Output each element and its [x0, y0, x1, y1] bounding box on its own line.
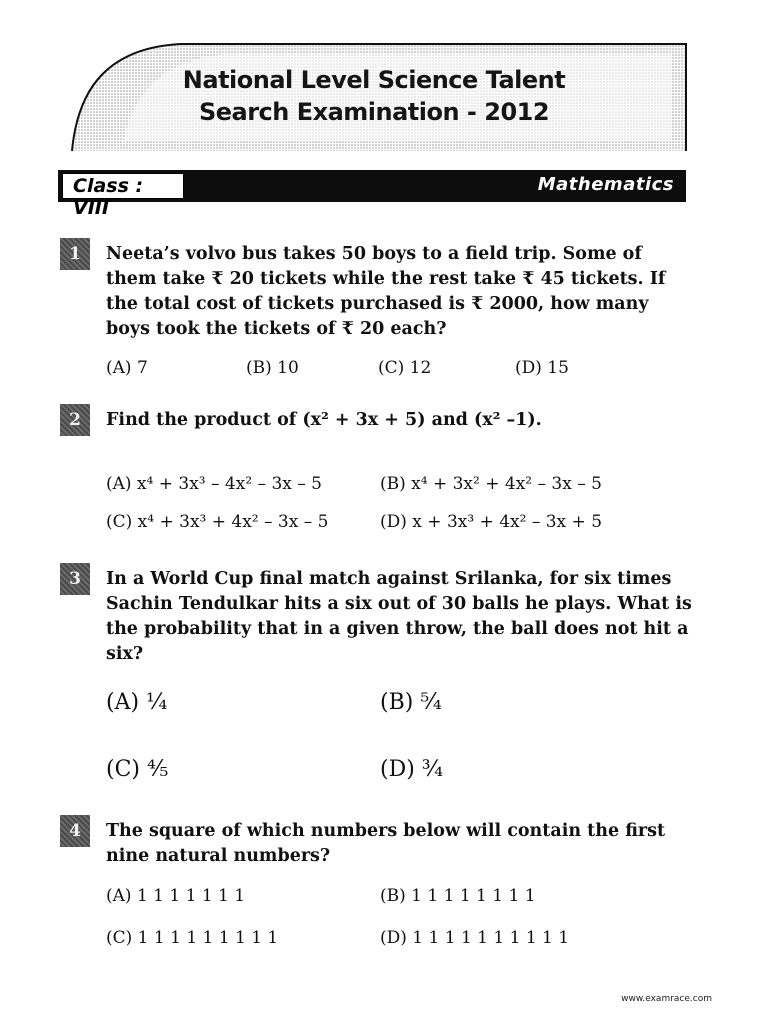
option-a[interactable]: (A) 1 1 1 1 1 1 1: [106, 886, 246, 906]
footer-watermark: www.examrace.com: [621, 994, 712, 1004]
option-c[interactable]: (C) x⁴ + 3x³ + 4x² – 3x – 5: [106, 512, 329, 532]
option-a[interactable]: (A) ¼: [106, 690, 168, 715]
banner-frame: [60, 36, 688, 158]
exam-title-line2: Search Examination - 2012: [198, 98, 550, 126]
option-d[interactable]: (D) 1 1 1 1 1 1 1 1 1 1: [380, 928, 570, 948]
option-c[interactable]: (C) 1 1 1 1 1 1 1 1 1: [106, 928, 279, 948]
option-c[interactable]: (C) ⁴⁄₅: [106, 757, 169, 782]
question-text: The square of which numbers below will contain the first nine natural numbers?: [106, 821, 666, 866]
option-d[interactable]: (D) 15: [515, 358, 569, 378]
class-box: [62, 173, 184, 219]
question-text: Neeta’s volvo bus takes 50 boys to a field trip. Some of them take ₹ 20 tickets while the rest take ₹ 45 tickets. If the total cost of tickets purchased is ₹ 2000, how many boys took the tickets of ₹ 20 each?: [106, 244, 666, 339]
option-d[interactable]: (D) x + 3x³ + 4x² – 3x + 5: [380, 512, 603, 532]
question-text: In a World Cup final match against Srilanka, for six times Sachin Tendulkar hits a six out of 30 balls he plays. What is the probability that in a given throw, the ball does not hit a six?: [106, 569, 692, 664]
question-number-badge: 1: [60, 238, 90, 270]
question-number-badge: 2: [60, 404, 90, 436]
option-a[interactable]: (A) x⁴ + 3x³ – 4x² – 3x – 5: [106, 474, 322, 494]
class-subject-bar: [58, 170, 686, 219]
class-label: Class : VIII: [73, 175, 144, 219]
header-banner: [60, 36, 688, 158]
option-a[interactable]: (A) 7: [106, 358, 148, 378]
exam-title-line1: National Level Science Talent: [182, 66, 566, 94]
option-b[interactable]: (B) ⁵⁄₄: [380, 690, 442, 715]
subject-label: Mathematics: [537, 174, 674, 195]
question-number-badge: 4: [60, 815, 90, 847]
option-b[interactable]: (B) 10: [246, 358, 299, 378]
option-b[interactable]: (B) 1 1 1 1 1 1 1 1: [380, 886, 536, 906]
option-b[interactable]: (B) x⁴ + 3x² + 4x² – 3x – 5: [380, 474, 602, 494]
option-d[interactable]: (D) ¾: [380, 757, 444, 782]
option-c[interactable]: (C) 12: [378, 358, 432, 378]
question-text: Find the product of (x² + 3x + 5) and (x² –1).: [106, 410, 542, 430]
question-number-badge: 3: [60, 563, 90, 595]
